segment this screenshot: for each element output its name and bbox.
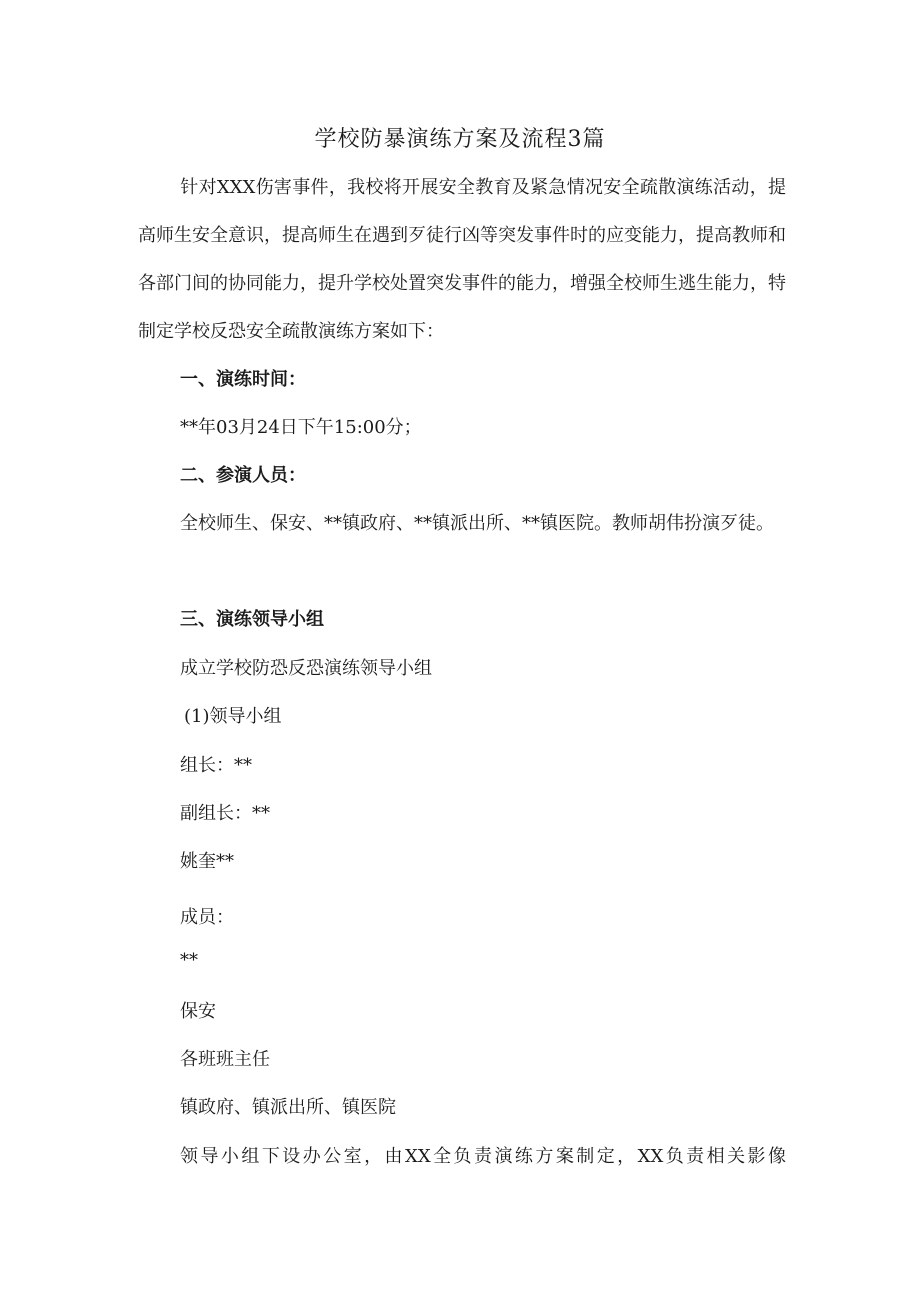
member-item: 镇政府、镇派出所、镇医院 [180, 1097, 396, 1118]
subsection-leadership-group: (1)领导小组 [184, 706, 282, 727]
intro-paragraph [138, 164, 786, 356]
document-title: 学校防暴演练方案及流程3篇 [314, 127, 606, 152]
participants-paragraph [138, 500, 786, 548]
vice-group-leader: 副组长：** [180, 803, 270, 824]
group-leader: 组长：** [180, 755, 252, 776]
member-item: ** [180, 950, 198, 971]
office-paragraph: 领导小组下设办公室，由XX全负责演练方案制定，XX负责相关影像 [180, 1146, 786, 1167]
member-item: 各班班主任 [180, 1049, 270, 1070]
section-heading-leadership: 三、演练领导小组 [180, 609, 324, 630]
section-heading-participants: 二、参演人员： [180, 465, 306, 486]
yao-line: 姚奎** [180, 851, 234, 872]
intro-text: 针对XXX伤害事件，我校将开展安全教育及紧急情况安全疏散演练活动，提高师生安全意识，提高师生在遇到歹徒行凶等突发事件时的应变能力，提高教师和各部门间的协同能力，提升学校处置突发事件的能力，增强全校师生逃生能力，特制定学校反恐安全疏散演练方案如下： [138, 177, 786, 342]
members-label: 成员： [180, 907, 234, 928]
section-time-text: **年03月24日下午15:00分； [180, 417, 422, 438]
section-heading-time: 一、演练时间： [180, 369, 306, 390]
leadership-intro: 成立学校防恐反恐演练领导小组 [180, 658, 432, 679]
member-item: 保安 [180, 1001, 216, 1022]
participants-text: 全校师生、保安、**镇政府、**镇派出所、**镇医院。教师胡伟扮演歹徒。 [180, 513, 774, 534]
